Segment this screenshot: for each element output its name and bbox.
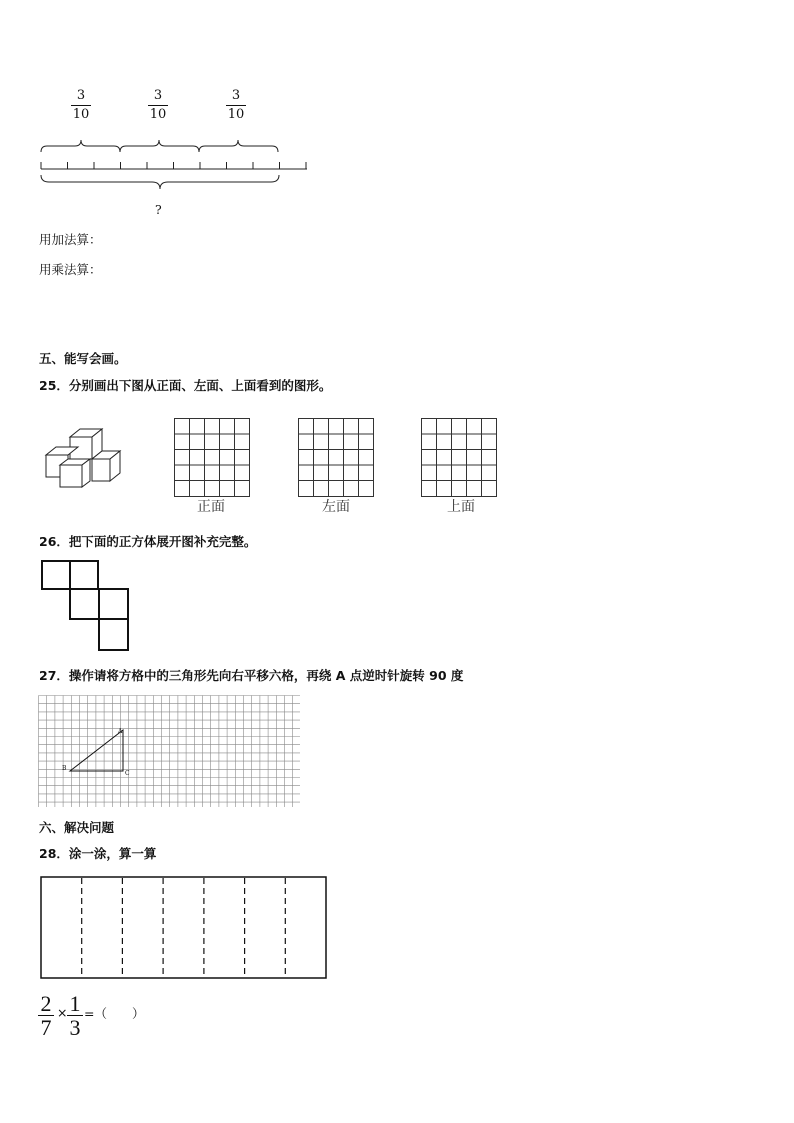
numerator: 2: [40, 991, 52, 1016]
brace-top-1: [41, 140, 120, 152]
numerator: 1: [69, 991, 81, 1016]
triangle-grid: [38, 695, 302, 808]
section-5-title: 五、能写会画。: [39, 351, 127, 366]
fraction-one-third: [67, 991, 83, 1040]
denominator: 10: [149, 107, 167, 122]
fraction-rectangle: [40, 876, 328, 980]
caption-front: 正面: [197, 499, 225, 515]
point-b-label: B: [62, 765, 67, 772]
question-28: 28．涂一涂，算一算: [39, 846, 157, 861]
section-6-title: 六、解决问题: [39, 820, 115, 835]
triangle-abc: [70, 730, 123, 771]
question-mark: ?: [155, 202, 162, 217]
brace-bottom: [41, 175, 279, 189]
grid-front-view: [174, 418, 251, 498]
brace-top-2: [120, 140, 199, 152]
cube-net-figure: [40, 558, 135, 654]
number-line-diagram: [0, 0, 794, 220]
caption-left: 左面: [322, 499, 350, 515]
addition-label: 用加法算：: [39, 232, 102, 247]
brace-top-3: [199, 140, 278, 152]
cube-stack-figure: [40, 425, 130, 495]
denominator: 10: [72, 107, 90, 122]
grid-left-view: [298, 418, 375, 498]
denominator: 10: [227, 107, 245, 122]
fraction-two-sevenths: [38, 991, 54, 1040]
denominator: 3: [69, 1015, 81, 1040]
numerator: 3: [231, 88, 241, 103]
numerator: 3: [76, 88, 86, 103]
denominator: 7: [40, 1015, 52, 1040]
question-26: 26．把下面的正方体展开图补充完整。: [39, 534, 257, 549]
times-sign: ×: [57, 1005, 68, 1020]
grid-top-view: [421, 418, 498, 498]
answer-blank[interactable]: =（ ）: [84, 1006, 145, 1021]
caption-top: 上面: [447, 499, 475, 515]
point-c-label: C: [125, 770, 130, 777]
question-25: 25．分别画出下图从正面、左面、上面看到的图形。: [39, 378, 332, 393]
numerator: 3: [153, 88, 163, 103]
point-a-label: A: [118, 728, 123, 735]
multiplication-label: 用乘法算：: [39, 262, 102, 277]
question-27: 27．操作请将方格中的三角形先向右平移六格，再绕 A 点逆时针旋转 90 度: [39, 668, 464, 683]
